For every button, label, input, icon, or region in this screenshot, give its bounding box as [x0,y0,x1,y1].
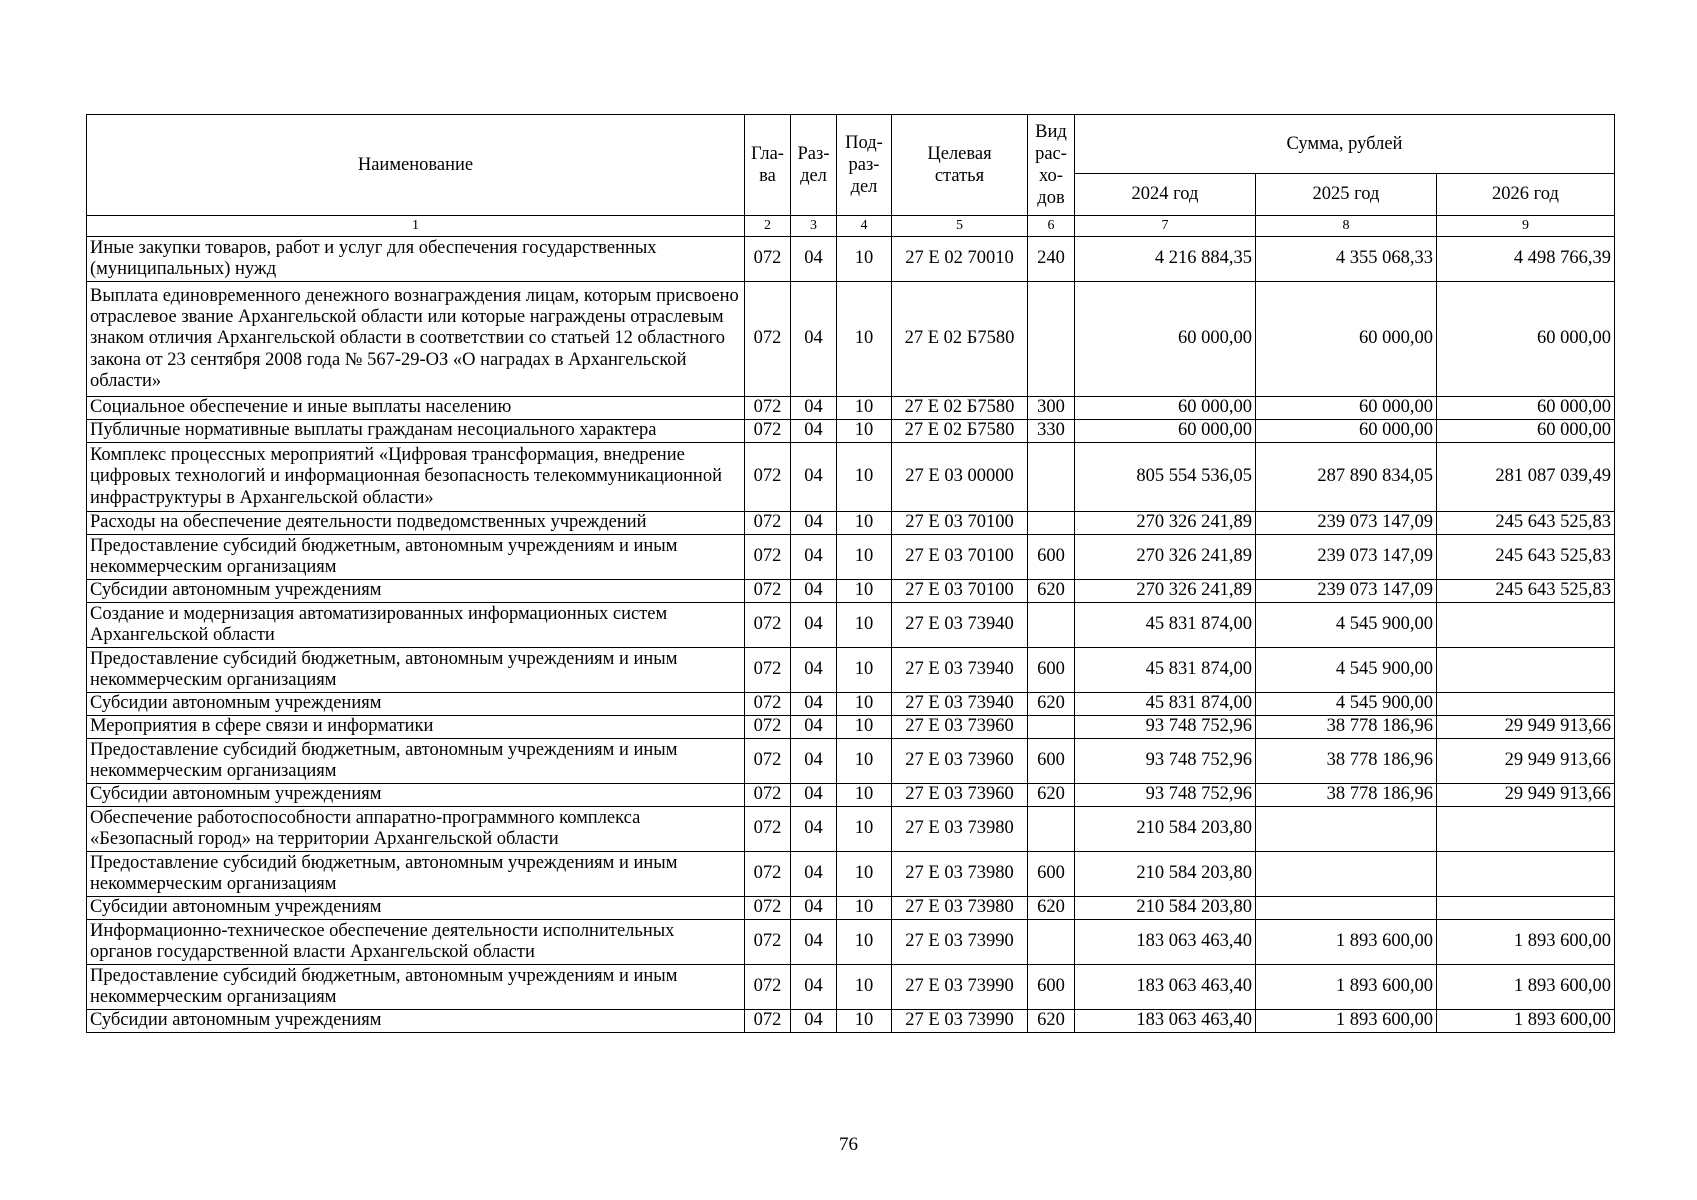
row-vid-rashodov [1028,443,1075,512]
row-celevaya-statya: 27 Е 03 70100 [892,580,1028,603]
row-sum-2024: 60 000,00 [1075,282,1256,397]
row-sum-2026: 60 000,00 [1437,397,1615,420]
row-sum-2026: 29 949 913,66 [1437,716,1615,739]
row-name: Предоставление субсидий бюджетным, автономным учреждениям и иным некоммерческим организациям [87,648,745,693]
row-podrazdel: 10 [837,716,892,739]
table-row [87,580,1615,603]
header-glava: Гла- ва [745,115,791,216]
table-row [87,1010,1615,1033]
row-sum-2025: 38 778 186,96 [1256,716,1437,739]
row-razdel: 04 [791,1010,837,1033]
row-sum-2026 [1437,897,1615,920]
column-number: 7 [1075,216,1256,237]
row-podrazdel: 10 [837,1010,892,1033]
row-vid-rashodov: 600 [1028,852,1075,897]
row-vid-rashodov [1028,807,1075,852]
row-vid-rashodov: 600 [1028,739,1075,784]
header-summa: Сумма, рублей [1075,115,1615,174]
table-row [87,807,1615,852]
column-number: 6 [1028,216,1075,237]
row-celevaya-statya: 27 Е 03 73990 [892,1010,1028,1033]
row-sum-2024: 183 063 463,40 [1075,1010,1256,1033]
row-sum-2026 [1437,603,1615,648]
row-name: Предоставление субсидий бюджетным, автономным учреждениям и иным некоммерческим организациям [87,739,745,784]
row-podrazdel: 10 [837,897,892,920]
row-sum-2025: 239 073 147,09 [1256,535,1437,580]
table-row [87,420,1615,443]
row-razdel: 04 [791,807,837,852]
row-glava: 072 [745,693,791,716]
header-razdel: Раз- дел [791,115,837,216]
row-glava: 072 [745,648,791,693]
row-podrazdel: 10 [837,965,892,1010]
row-podrazdel: 10 [837,807,892,852]
row-vid-rashodov: 300 [1028,397,1075,420]
row-vid-rashodov: 600 [1028,535,1075,580]
row-podrazdel: 10 [837,397,892,420]
row-sum-2025: 38 778 186,96 [1256,739,1437,784]
table-row [87,443,1615,512]
row-podrazdel: 10 [837,535,892,580]
row-vid-rashodov: 620 [1028,784,1075,807]
table-row [87,512,1615,535]
row-razdel: 04 [791,580,837,603]
row-razdel: 04 [791,693,837,716]
row-sum-2025 [1256,852,1437,897]
table-row [87,920,1615,965]
header-podrazdel: Под- раз- дел [837,115,892,216]
row-celevaya-statya: 27 Е 02 70010 [892,237,1028,282]
row-sum-2026: 4 498 766,39 [1437,237,1615,282]
row-razdel: 04 [791,397,837,420]
row-name: Мероприятия в сфере связи и информатики [87,716,745,739]
header-year-2025: 2025 год [1256,173,1437,215]
row-sum-2024: 93 748 752,96 [1075,784,1256,807]
row-razdel: 04 [791,282,837,397]
row-podrazdel: 10 [837,420,892,443]
row-name: Предоставление субсидий бюджетным, автономным учреждениям и иным некоммерческим организациям [87,535,745,580]
row-podrazdel: 10 [837,739,892,784]
row-name: Расходы на обеспечение деятельности подведомственных учреждений [87,512,745,535]
table-row [87,784,1615,807]
row-name: Субсидии автономным учреждениям [87,784,745,807]
row-sum-2024: 183 063 463,40 [1075,965,1256,1010]
row-sum-2025: 239 073 147,09 [1256,580,1437,603]
row-vid-rashodov: 620 [1028,1010,1075,1033]
table-row [87,603,1615,648]
row-podrazdel: 10 [837,852,892,897]
row-glava: 072 [745,535,791,580]
row-podrazdel: 10 [837,648,892,693]
table-body [87,237,1615,1033]
row-name: Субсидии автономным учреждениям [87,897,745,920]
row-podrazdel: 10 [837,512,892,535]
row-glava: 072 [745,965,791,1010]
row-name: Иные закупки товаров, работ и услуг для обеспечения государственных (муниципальных) нужд [87,237,745,282]
column-number: 9 [1437,216,1615,237]
row-podrazdel: 10 [837,693,892,716]
row-vid-rashodov [1028,603,1075,648]
row-sum-2024: 45 831 874,00 [1075,693,1256,716]
row-razdel: 04 [791,784,837,807]
row-name: Комплекс процессных мероприятий «Цифровая трансформация, внедрение цифровых технологий и информационная безопасность телекоммуникационной инфраструктуры в Архангельской области» [87,443,745,512]
row-sum-2024: 270 326 241,89 [1075,535,1256,580]
row-razdel: 04 [791,443,837,512]
row-sum-2025 [1256,807,1437,852]
header-vid-rashodov: Вид рас- хо- дов [1028,115,1075,216]
row-glava: 072 [745,1010,791,1033]
row-razdel: 04 [791,648,837,693]
table-row [87,897,1615,920]
row-vid-rashodov: 600 [1028,965,1075,1010]
row-razdel: 04 [791,420,837,443]
row-sum-2026: 1 893 600,00 [1437,1010,1615,1033]
row-podrazdel: 10 [837,920,892,965]
row-glava: 072 [745,807,791,852]
row-celevaya-statya: 27 Е 03 70100 [892,512,1028,535]
table-row [87,852,1615,897]
row-podrazdel: 10 [837,784,892,807]
row-sum-2024: 45 831 874,00 [1075,648,1256,693]
row-celevaya-statya: 27 Е 02 Б7580 [892,420,1028,443]
table-row [87,535,1615,580]
row-vid-rashodov: 620 [1028,580,1075,603]
row-sum-2026: 60 000,00 [1437,282,1615,397]
row-razdel: 04 [791,852,837,897]
row-sum-2025 [1256,897,1437,920]
row-glava: 072 [745,282,791,397]
row-vid-rashodov: 240 [1028,237,1075,282]
row-sum-2026: 1 893 600,00 [1437,965,1615,1010]
row-razdel: 04 [791,920,837,965]
row-celevaya-statya: 27 Е 03 73980 [892,897,1028,920]
row-razdel: 04 [791,237,837,282]
row-glava: 072 [745,443,791,512]
row-celevaya-statya: 27 Е 03 73960 [892,716,1028,739]
row-celevaya-statya: 27 Е 03 73980 [892,852,1028,897]
row-sum-2025: 1 893 600,00 [1256,965,1437,1010]
table-row [87,965,1615,1010]
row-razdel: 04 [791,965,837,1010]
row-name: Субсидии автономным учреждениям [87,1010,745,1033]
row-sum-2026 [1437,852,1615,897]
row-celevaya-statya: 27 Е 03 73990 [892,965,1028,1010]
row-glava: 072 [745,512,791,535]
row-sum-2025: 4 545 900,00 [1256,603,1437,648]
row-sum-2024: 93 748 752,96 [1075,739,1256,784]
column-number: 3 [791,216,837,237]
row-sum-2026: 1 893 600,00 [1437,920,1615,965]
row-sum-2025: 60 000,00 [1256,397,1437,420]
row-celevaya-statya: 27 Е 02 Б7580 [892,282,1028,397]
page-number: 76 [839,1134,858,1155]
row-celevaya-statya: 27 Е 03 73980 [892,807,1028,852]
row-glava: 072 [745,237,791,282]
row-sum-2026 [1437,693,1615,716]
row-sum-2025: 4 545 900,00 [1256,693,1437,716]
row-celevaya-statya: 27 Е 03 73940 [892,693,1028,716]
header-name: Наименование [87,115,745,216]
row-sum-2025: 1 893 600,00 [1256,1010,1437,1033]
header-year-2024: 2024 год [1075,173,1256,215]
row-celevaya-statya: 27 Е 03 73990 [892,920,1028,965]
table-row [87,397,1615,420]
row-celevaya-statya: 27 Е 03 73960 [892,739,1028,784]
row-glava: 072 [745,920,791,965]
table-row [87,237,1615,282]
row-sum-2024: 60 000,00 [1075,397,1256,420]
row-sum-2025: 4 355 068,33 [1256,237,1437,282]
row-sum-2026: 245 643 525,83 [1437,535,1615,580]
row-name: Предоставление субсидий бюджетным, автономным учреждениям и иным некоммерческим организациям [87,852,745,897]
row-sum-2024: 60 000,00 [1075,420,1256,443]
row-razdel: 04 [791,739,837,784]
row-sum-2024: 45 831 874,00 [1075,603,1256,648]
row-vid-rashodov [1028,282,1075,397]
row-name: Предоставление субсидий бюджетным, автономным учреждениям и иным некоммерческим организациям [87,965,745,1010]
row-name: Выплата единовременного денежного вознаграждения лицам, которым присвоено отраслевое звание Архангельской области или которые награждены отраслевым знаком отличия Архангельской области в соответствии со статьей 12 областного закона от 23 сентября 2008 года № 567-29-ОЗ «О наградах в Архангельской области» [87,282,745,397]
row-podrazdel: 10 [837,603,892,648]
row-sum-2026: 245 643 525,83 [1437,512,1615,535]
row-sum-2024: 4 216 884,35 [1075,237,1256,282]
row-name: Создание и модернизация автоматизированных информационных систем Архангельской области [87,603,745,648]
row-sum-2025: 287 890 834,05 [1256,443,1437,512]
row-celevaya-statya: 27 Е 03 73940 [892,648,1028,693]
row-sum-2024: 270 326 241,89 [1075,512,1256,535]
row-sum-2024: 805 554 536,05 [1075,443,1256,512]
row-name: Публичные нормативные выплаты гражданам несоциального характера [87,420,745,443]
column-numbers-row [87,216,1615,237]
header-year-2026: 2026 год [1437,173,1615,215]
row-sum-2026: 29 949 913,66 [1437,784,1615,807]
row-celevaya-statya: 27 Е 03 00000 [892,443,1028,512]
row-sum-2024: 183 063 463,40 [1075,920,1256,965]
row-celevaya-statya: 27 Е 03 70100 [892,535,1028,580]
row-name: Субсидии автономным учреждениям [87,580,745,603]
row-podrazdel: 10 [837,282,892,397]
row-sum-2024: 93 748 752,96 [1075,716,1256,739]
row-razdel: 04 [791,512,837,535]
row-vid-rashodov: 330 [1028,420,1075,443]
row-celevaya-statya: 27 Е 03 73940 [892,603,1028,648]
row-razdel: 04 [791,535,837,580]
row-sum-2024: 210 584 203,80 [1075,807,1256,852]
row-vid-rashodov [1028,716,1075,739]
table-row [87,739,1615,784]
column-number: 1 [87,216,745,237]
row-razdel: 04 [791,897,837,920]
row-celevaya-statya: 27 Е 03 73960 [892,784,1028,807]
row-sum-2026: 60 000,00 [1437,420,1615,443]
row-sum-2026: 245 643 525,83 [1437,580,1615,603]
row-vid-rashodov [1028,920,1075,965]
budget-table [86,114,1615,1033]
row-celevaya-statya: 27 Е 02 Б7580 [892,397,1028,420]
row-sum-2024: 270 326 241,89 [1075,580,1256,603]
row-sum-2025: 4 545 900,00 [1256,648,1437,693]
column-number: 5 [892,216,1028,237]
row-name: Субсидии автономным учреждениям [87,693,745,716]
row-podrazdel: 10 [837,443,892,512]
row-glava: 072 [745,420,791,443]
row-glava: 072 [745,784,791,807]
row-glava: 072 [745,603,791,648]
row-sum-2024: 210 584 203,80 [1075,897,1256,920]
table-row [87,693,1615,716]
table-row [87,716,1615,739]
row-razdel: 04 [791,603,837,648]
row-sum-2026 [1437,648,1615,693]
row-sum-2024: 210 584 203,80 [1075,852,1256,897]
row-sum-2025: 1 893 600,00 [1256,920,1437,965]
row-name: Информационно-техническое обеспечение деятельности исполнительных органов государственной власти Архангельской области [87,920,745,965]
row-vid-rashodov: 600 [1028,648,1075,693]
row-podrazdel: 10 [837,580,892,603]
row-glava: 072 [745,739,791,784]
row-glava: 072 [745,397,791,420]
row-sum-2026: 281 087 039,49 [1437,443,1615,512]
row-glava: 072 [745,852,791,897]
row-vid-rashodov: 620 [1028,897,1075,920]
column-number: 4 [837,216,892,237]
row-glava: 072 [745,897,791,920]
row-sum-2026: 29 949 913,66 [1437,739,1615,784]
column-number: 8 [1256,216,1437,237]
row-podrazdel: 10 [837,237,892,282]
table-row [87,648,1615,693]
row-razdel: 04 [791,716,837,739]
header-celevaya-statya: Целевая статья [892,115,1028,216]
row-sum-2026 [1437,807,1615,852]
row-sum-2025: 38 778 186,96 [1256,784,1437,807]
row-vid-rashodov: 620 [1028,693,1075,716]
table-row [87,282,1615,397]
column-number: 2 [745,216,791,237]
row-name: Обеспечение работоспособности аппаратно-программного комплекса «Безопасный город» на территории Архангельской области [87,807,745,852]
row-sum-2025: 60 000,00 [1256,282,1437,397]
row-glava: 072 [745,580,791,603]
row-name: Социальное обеспечение и иные выплаты населению [87,397,745,420]
row-glava: 072 [745,716,791,739]
row-sum-2025: 60 000,00 [1256,420,1437,443]
row-vid-rashodov [1028,512,1075,535]
row-sum-2025: 239 073 147,09 [1256,512,1437,535]
